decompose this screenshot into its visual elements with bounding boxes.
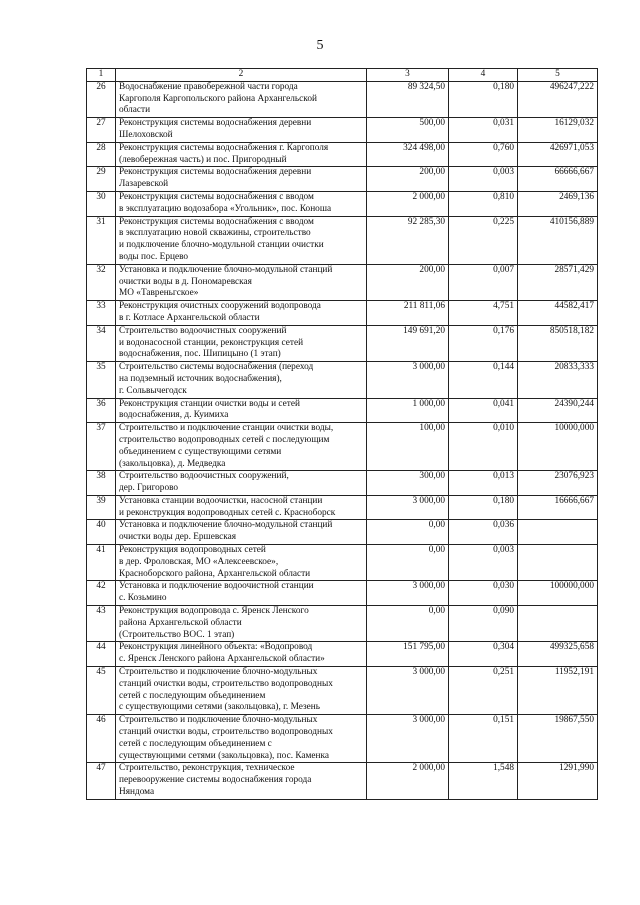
capacity-cell: 4,751 bbox=[449, 301, 518, 326]
ratio-cell bbox=[518, 606, 598, 642]
object-name-line: станций очистки воды, строительство водопроводных bbox=[119, 678, 333, 689]
amount-cell: 3 000,00 bbox=[367, 715, 449, 763]
table-row bbox=[87, 81, 598, 117]
object-name-line: на подземный источник водоснабжения), bbox=[119, 373, 282, 384]
object-name-line: (закольцовка), д. Медведка bbox=[119, 458, 226, 469]
object-name-line: Реконструкция очистных сооружений водопровода bbox=[119, 301, 321, 312]
object-name-line: Реконструкция системы водоснабжения деревни bbox=[119, 118, 312, 129]
object-name-cell bbox=[116, 167, 367, 192]
amount-cell: 100,00 bbox=[367, 423, 449, 471]
ratio-cell: 100000,000 bbox=[518, 581, 598, 606]
object-name-line: Красноборского района, Архангельской области bbox=[119, 568, 311, 579]
row-number-cell: 43 bbox=[87, 606, 116, 642]
capacity-cell: 0,041 bbox=[449, 398, 518, 423]
row-number-cell: 39 bbox=[87, 495, 116, 520]
header-col-4: 4 bbox=[449, 69, 518, 82]
object-name-line: Строительство и подключение блочно-модульных bbox=[119, 667, 318, 678]
amount-cell: 300,00 bbox=[367, 471, 449, 496]
amount-cell: 149 691,20 bbox=[367, 325, 449, 361]
capacity-cell: 0,180 bbox=[449, 495, 518, 520]
ratio-cell: 496247,222 bbox=[518, 81, 598, 117]
table-row bbox=[87, 264, 598, 300]
object-name-line: Няндома bbox=[119, 787, 155, 798]
capacity-cell: 0,003 bbox=[449, 167, 518, 192]
row-number-cell: 37 bbox=[87, 423, 116, 471]
amount-cell: 2 000,00 bbox=[367, 763, 449, 799]
amount-cell: 3 000,00 bbox=[367, 581, 449, 606]
object-name-cell bbox=[116, 581, 367, 606]
object-name-line: (левобережная часть) и пос. Пригородный bbox=[119, 154, 287, 165]
table-row bbox=[87, 191, 598, 216]
row-number-cell: 41 bbox=[87, 545, 116, 581]
table-row bbox=[87, 471, 598, 496]
object-name-cell bbox=[116, 118, 367, 143]
capacity-cell: 0,176 bbox=[449, 325, 518, 361]
ratio-cell: 2469,136 bbox=[518, 191, 598, 216]
header-col-2: 2 bbox=[116, 69, 367, 82]
object-name-line: и реконструкция водопроводных сетей с. Красноборск bbox=[119, 507, 336, 518]
row-number-cell: 40 bbox=[87, 520, 116, 545]
capacity-cell: 0,030 bbox=[449, 581, 518, 606]
object-name-line: Шелоховской bbox=[119, 129, 173, 140]
object-name-line: Реконструкция водопроводных сетей bbox=[119, 545, 266, 556]
row-number-cell: 31 bbox=[87, 216, 116, 264]
table-row bbox=[87, 642, 598, 667]
object-name-line: Установка и подключение блочно-модульной станций bbox=[119, 264, 333, 275]
ratio-cell: 66666,667 bbox=[518, 167, 598, 192]
object-name-cell bbox=[116, 667, 367, 715]
object-name-line: с. Козьмино bbox=[119, 593, 167, 604]
header-col-3: 3 bbox=[367, 69, 449, 82]
object-name-line: Реконструкция системы водоснабжения г. Каргополя bbox=[119, 142, 329, 153]
object-name-line: Каргополя Каргопольского района Архангельской bbox=[119, 93, 317, 104]
capacity-cell: 0,304 bbox=[449, 642, 518, 667]
row-number-cell: 47 bbox=[87, 763, 116, 799]
object-name-line: сетей с последующим объединением с bbox=[119, 738, 272, 749]
object-name-line: Строительство и подключение станции очистки воды, bbox=[119, 423, 334, 434]
object-name-line: района Архангельской области bbox=[119, 617, 242, 628]
capacity-cell: 0,013 bbox=[449, 471, 518, 496]
object-name-cell bbox=[116, 606, 367, 642]
table-row bbox=[87, 362, 598, 398]
table-row bbox=[87, 423, 598, 471]
object-name-line: строительство водопроводных сетей с последующим bbox=[119, 434, 330, 445]
table-row bbox=[87, 667, 598, 715]
object-name-line: Установка и подключение блочно-модульной станций bbox=[119, 520, 333, 531]
row-number-cell: 42 bbox=[87, 581, 116, 606]
capacity-cell: 0,031 bbox=[449, 118, 518, 143]
table-row bbox=[87, 763, 598, 799]
amount-cell: 0,00 bbox=[367, 606, 449, 642]
ratio-cell: 426971,053 bbox=[518, 142, 598, 167]
object-name-line: МО «Тавреньгское» bbox=[119, 288, 199, 299]
table-row bbox=[87, 398, 598, 423]
object-name-line: сетей с последующим объединением bbox=[119, 690, 266, 701]
object-name-cell bbox=[116, 423, 367, 471]
ratio-cell: 24390,244 bbox=[518, 398, 598, 423]
object-name-line: Водоснабжение правобережной части города bbox=[119, 81, 298, 92]
row-number-cell: 27 bbox=[87, 118, 116, 143]
row-number-cell: 45 bbox=[87, 667, 116, 715]
ratio-cell: 16666,667 bbox=[518, 495, 598, 520]
object-name-line: Строительство и подключение блочно-модульных bbox=[119, 715, 318, 726]
object-name-line: в дер. Фроловская, МО «Алексеевское», bbox=[119, 556, 279, 567]
object-name-cell bbox=[116, 642, 367, 667]
object-name-cell bbox=[116, 362, 367, 398]
object-name-line: станций очистки воды, строительство водопроводных bbox=[119, 727, 333, 738]
header-col-1: 1 bbox=[87, 69, 116, 82]
table-row bbox=[87, 606, 598, 642]
object-name-cell bbox=[116, 471, 367, 496]
amount-cell: 3 000,00 bbox=[367, 362, 449, 398]
amount-cell: 211 811,06 bbox=[367, 301, 449, 326]
ratio-cell: 19867,550 bbox=[518, 715, 598, 763]
row-number-cell: 44 bbox=[87, 642, 116, 667]
row-number-cell: 32 bbox=[87, 264, 116, 300]
capacity-cell: 1,548 bbox=[449, 763, 518, 799]
page-number: 5 bbox=[316, 38, 324, 53]
object-name-line: перевооружение системы водоснабжения города bbox=[119, 775, 312, 786]
amount-cell: 1 000,00 bbox=[367, 398, 449, 423]
header-col-5: 5 bbox=[518, 69, 598, 82]
object-name-cell bbox=[116, 763, 367, 799]
object-name-line: Реконструкция станции очистки воды и сетей bbox=[119, 398, 300, 409]
object-name-cell bbox=[116, 216, 367, 264]
object-name-line: Лазаревской bbox=[119, 179, 169, 190]
object-name-line: существующими сетями (закольцовка), пос. Каменка bbox=[119, 750, 330, 761]
capacity-cell: 0,251 bbox=[449, 667, 518, 715]
object-name-line: и подключение блочно-модульной станции очистки bbox=[119, 240, 324, 251]
table-row bbox=[87, 216, 598, 264]
ratio-cell: 44582,417 bbox=[518, 301, 598, 326]
amount-cell: 3 000,00 bbox=[367, 495, 449, 520]
row-number-cell: 35 bbox=[87, 362, 116, 398]
object-name-line: и водонасосной станции, реконструкция сетей bbox=[119, 337, 304, 348]
table-row bbox=[87, 495, 598, 520]
object-name-cell bbox=[116, 325, 367, 361]
row-number-cell: 30 bbox=[87, 191, 116, 216]
object-name-cell bbox=[116, 715, 367, 763]
object-name-line: области bbox=[119, 105, 151, 116]
object-name-line: Строительство, реконструкция, техническое bbox=[119, 763, 295, 774]
table-row bbox=[87, 520, 598, 545]
capacity-cell: 0,144 bbox=[449, 362, 518, 398]
object-name-cell bbox=[116, 301, 367, 326]
amount-cell: 200,00 bbox=[367, 264, 449, 300]
object-name-cell bbox=[116, 264, 367, 300]
table-header-row bbox=[87, 69, 598, 82]
amount-cell: 92 285,30 bbox=[367, 216, 449, 264]
object-name-line: Реконструкция линейного объекта: «Водопровод bbox=[119, 642, 313, 653]
capacity-cell: 0,760 bbox=[449, 142, 518, 167]
ratio-cell bbox=[518, 545, 598, 581]
object-name-line: Реконструкция системы водоснабжения деревни bbox=[119, 167, 312, 178]
table-row bbox=[87, 142, 598, 167]
table-row bbox=[87, 545, 598, 581]
row-number-cell: 34 bbox=[87, 325, 116, 361]
ratio-cell: 10000,000 bbox=[518, 423, 598, 471]
row-number-cell: 38 bbox=[87, 471, 116, 496]
capacity-cell: 0,010 bbox=[449, 423, 518, 471]
object-name-cell bbox=[116, 81, 367, 117]
object-name-cell bbox=[116, 520, 367, 545]
object-name-line: Реконструкция водопровода с. Яренск Ленского bbox=[119, 606, 309, 617]
amount-cell: 324 498,00 bbox=[367, 142, 449, 167]
amount-cell: 2 000,00 bbox=[367, 191, 449, 216]
amount-cell: 500,00 bbox=[367, 118, 449, 143]
row-number-cell: 36 bbox=[87, 398, 116, 423]
object-name-cell bbox=[116, 142, 367, 167]
object-name-line: с существующими сетями (закольцовка), г. Мезень bbox=[119, 702, 320, 713]
ratio-cell: 499325,658 bbox=[518, 642, 598, 667]
amount-cell: 0,00 bbox=[367, 545, 449, 581]
amount-cell: 89 324,50 bbox=[367, 81, 449, 117]
capacity-cell: 0,090 bbox=[449, 606, 518, 642]
object-name-line: водоснабжения, д. Куимиха bbox=[119, 410, 229, 421]
table-row bbox=[87, 325, 598, 361]
object-name-line: Строительство водоочистных сооружений bbox=[119, 325, 287, 336]
table-row bbox=[87, 167, 598, 192]
object-name-line: воды пос. Ерцево bbox=[119, 251, 189, 262]
ratio-cell: 23076,923 bbox=[518, 471, 598, 496]
capacity-cell: 0,180 bbox=[449, 81, 518, 117]
capacity-cell: 0,151 bbox=[449, 715, 518, 763]
capacity-cell: 0,810 bbox=[449, 191, 518, 216]
amount-cell: 3 000,00 bbox=[367, 667, 449, 715]
object-name-line: водоснабжения, пос. Шипицыно (1 этап) bbox=[119, 349, 281, 360]
object-name-line: в г. Котласе Архангельской области bbox=[119, 312, 260, 323]
object-name-cell bbox=[116, 398, 367, 423]
amount-cell: 200,00 bbox=[367, 167, 449, 192]
row-number-cell: 33 bbox=[87, 301, 116, 326]
object-name-line: г. Сольвычегодск bbox=[119, 385, 187, 396]
object-name-line: в эксплуатацию водозабора «Угольник», пос. Коноша bbox=[119, 203, 332, 214]
ratio-cell: 410156,889 bbox=[518, 216, 598, 264]
ratio-cell: 16129,032 bbox=[518, 118, 598, 143]
object-name-line: Строительство водоочистных сооружений, bbox=[119, 471, 289, 482]
object-name-line: Реконструкция системы водоснабжения с вводом bbox=[119, 191, 314, 202]
table-row bbox=[87, 118, 598, 143]
capacity-cell: 0,007 bbox=[449, 264, 518, 300]
table-row bbox=[87, 581, 598, 606]
object-name-line: Реконструкция системы водоснабжения с вводом bbox=[119, 216, 314, 227]
row-number-cell: 28 bbox=[87, 142, 116, 167]
object-name-line: очистки воды в д. Пономаревская bbox=[119, 276, 252, 287]
object-name-line: дер. Григорово bbox=[119, 483, 179, 494]
amount-cell: 151 795,00 bbox=[367, 642, 449, 667]
ratio-cell: 850518,182 bbox=[518, 325, 598, 361]
amount-cell: 0,00 bbox=[367, 520, 449, 545]
projects-table bbox=[86, 68, 598, 800]
ratio-cell bbox=[518, 520, 598, 545]
object-name-line: с. Яренск Ленского района Архангельской области» bbox=[119, 654, 325, 665]
table-row bbox=[87, 715, 598, 763]
object-name-line: очистки воды дер. Ершевская bbox=[119, 532, 237, 543]
object-name-line: в эксплуатацию новой скважины, строительство bbox=[119, 228, 311, 239]
object-name-cell bbox=[116, 191, 367, 216]
capacity-cell: 0,225 bbox=[449, 216, 518, 264]
object-name-line: Установка и подключение водоочистной станции bbox=[119, 581, 314, 592]
object-name-line: объединением с существующими сетями bbox=[119, 446, 282, 457]
ratio-cell: 11952,191 bbox=[518, 667, 598, 715]
object-name-line: Установка станции водоочистки, насосной станции bbox=[119, 495, 323, 506]
capacity-cell: 0,036 bbox=[449, 520, 518, 545]
ratio-cell: 1291,990 bbox=[518, 763, 598, 799]
object-name-line: Строительство системы водоснабжения (переход bbox=[119, 362, 314, 373]
row-number-cell: 26 bbox=[87, 81, 116, 117]
ratio-cell: 28571,429 bbox=[518, 264, 598, 300]
table-row bbox=[87, 301, 598, 326]
row-number-cell: 46 bbox=[87, 715, 116, 763]
object-name-line: (Строительство ВОС. 1 этап) bbox=[119, 629, 235, 640]
object-name-cell bbox=[116, 545, 367, 581]
ratio-cell: 20833,333 bbox=[518, 362, 598, 398]
object-name-cell bbox=[116, 495, 367, 520]
capacity-cell: 0,003 bbox=[449, 545, 518, 581]
row-number-cell: 29 bbox=[87, 167, 116, 192]
